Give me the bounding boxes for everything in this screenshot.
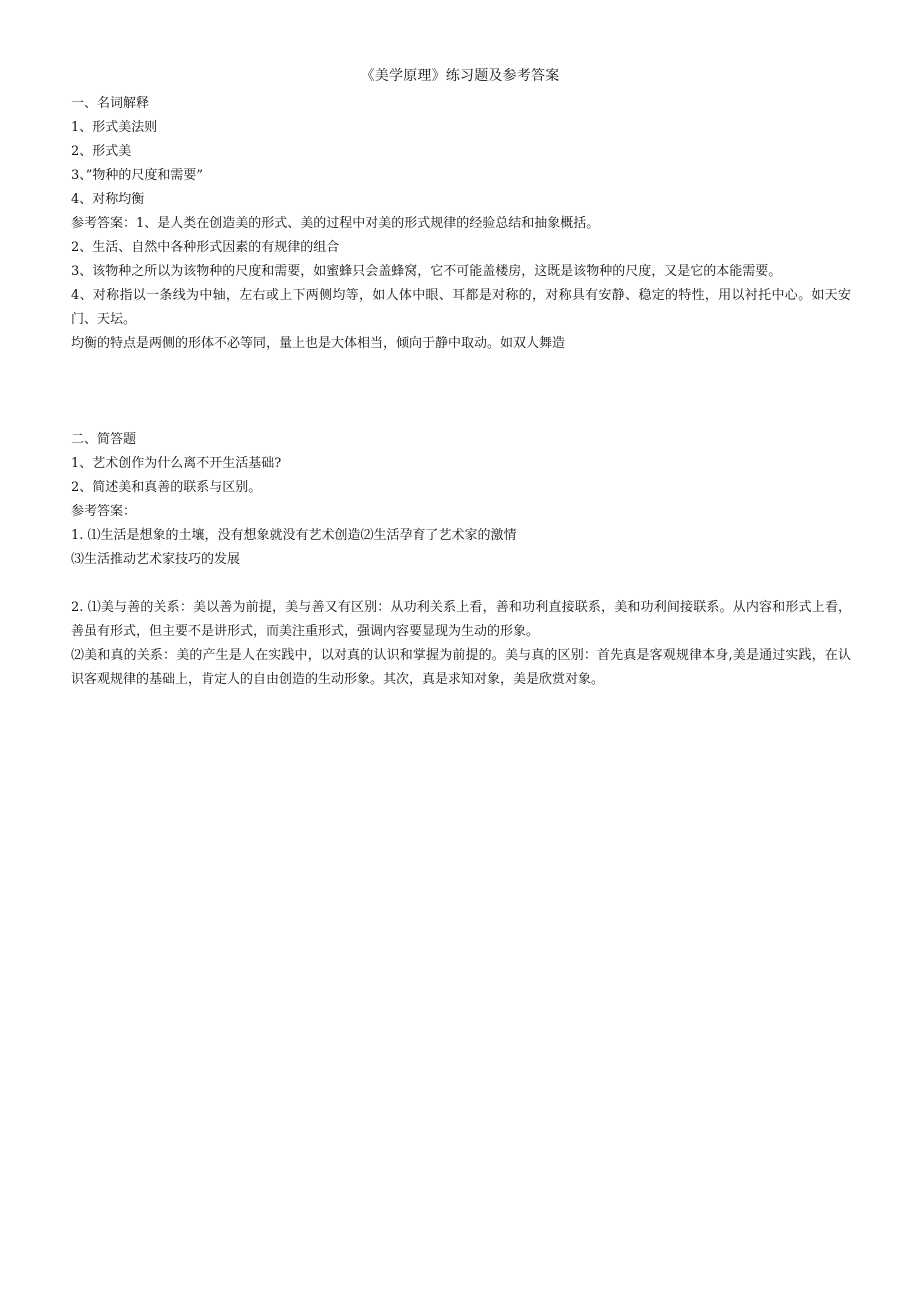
answer-paragraph: 2、生活、自然中各种形式因素的有规律的组合 — [71, 240, 340, 255]
term-item: 2、形式美 — [71, 144, 132, 159]
answer-paragraph: 1. ⑴生活是想象的土壤，没有想象就没有艺术创造⑵生活孕育了艺术家的激情 — [71, 528, 517, 543]
question-item: 2、简述美和真善的联系与区别。 — [71, 480, 262, 495]
term-item: 3、”物种的尺度和需要” — [71, 168, 204, 183]
document-body — [71, 92, 851, 692]
term-item: 1、形式美法则 — [71, 120, 158, 135]
term-item: 4、对称均衡 — [71, 192, 145, 207]
paragraph-spacer — [71, 572, 851, 596]
answer-paragraph: ⑶生活推动艺术家技巧的发展 — [71, 552, 241, 567]
answer-paragraph: 均衡的特点是两侧的形体不必等同，量上也是大体相当，倾向于静中取动。如双人舞造 — [71, 336, 566, 351]
section-spacer — [71, 356, 851, 428]
answer-label: 参考答案： — [71, 504, 137, 519]
answer-paragraph: 4、对称指以一条线为中轴，左右或上下两侧均等，如人体中眼、耳都是对称的，对称具有安静、稳定的特性，用以衬托中心。如天安门、天坛。 — [71, 288, 851, 327]
question-item: 1、艺术创作为什么离不开生活基础? — [71, 456, 282, 471]
section-heading-short-answer: 二、简答题 — [71, 432, 137, 447]
section-heading-terms: 一、名词解释 — [71, 96, 150, 111]
answer-paragraph: 2. ⑴美与善的关系：美以善为前提，美与善又有区别：从功利关系上看，善和功利直接联系，美和功利间接联系。从内容和形式上看，善虽有形式，但主要不是讲形式，而美注重形式，强调内容要显现为生动的形象。 — [71, 600, 851, 639]
document-title: 《美学原理》练习题及参考答案 — [360, 68, 560, 84]
answer-paragraph: 参考答案：1、是人类在创造美的形式、美的过程中对美的形式规律的经验总结和抽象概括。 — [71, 216, 600, 231]
answer-paragraph: ⑵美和真的关系：美的产生是人在实践中，以对真的认识和掌握为前提的。美与真的区别：首先真是客观规律本身,美是通过实践，在认识客观规律的基础上，肯定人的自由创造的生动形象。其次，真是求知对象，美是欣赏对象。 — [71, 648, 851, 687]
answer-paragraph: 3、该物种之所以为该物种的尺度和需要，如蜜蜂只会盖蜂窝，它不可能盖楼房，这既是该物种的尺度，又是它的本能需要。 — [71, 264, 782, 279]
